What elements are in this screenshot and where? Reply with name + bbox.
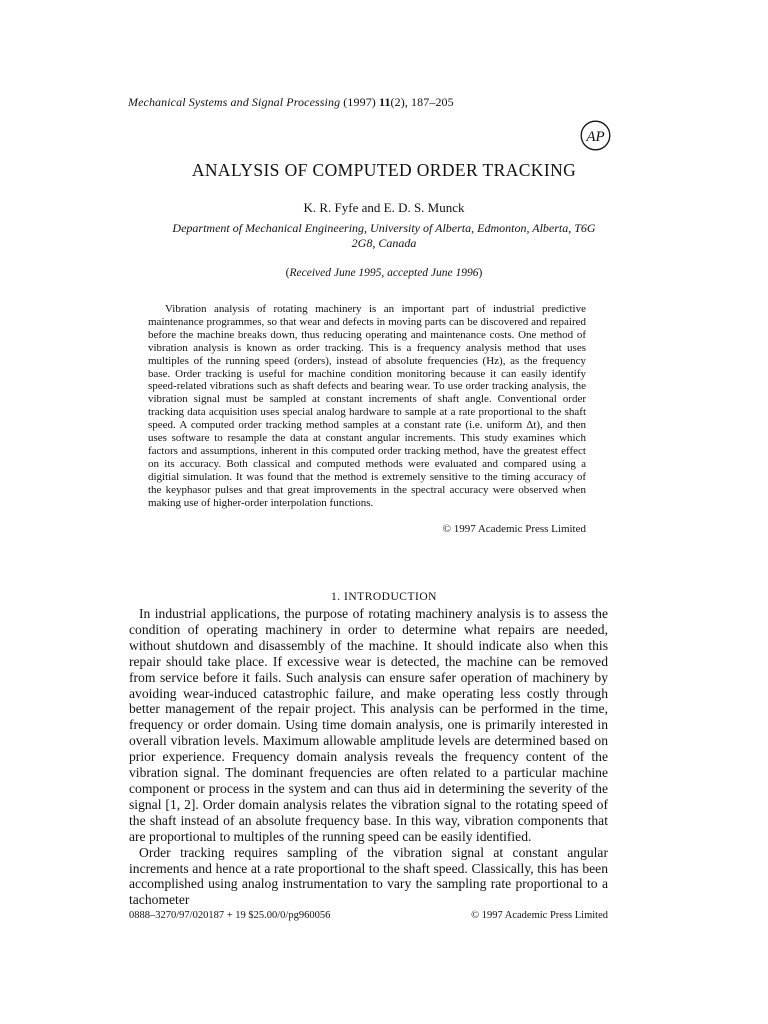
paper-title: ANALYSIS OF COMPUTED ORDER TRACKING <box>191 160 577 180</box>
journal-issue-pages: (2), 187–205 <box>390 95 454 109</box>
received-dates <box>0 267 768 279</box>
body-paragraph: Order tracking requires sampling of the vibration signal at constant angular increments and hence at a rate proportional to the shaft speed. Classically, this has been accomplished using analog instrumentation to vary the sampling rate proportional to a tachometer <box>129 844 608 908</box>
ap-logo-icon <box>580 120 611 151</box>
received-close-paren: ) <box>478 267 483 279</box>
footer-copyright: © 1997 Academic Press Limited <box>471 910 608 921</box>
paper-authors: K. R. Fyfe and E. D. S. Munck <box>303 200 465 215</box>
journal-volume: 11 <box>379 95 391 109</box>
section-body <box>129 606 608 908</box>
ap-logo-text: AP <box>586 129 605 145</box>
abstract-copyright: © 1997 Academic Press Limited <box>442 523 586 535</box>
body-paragraph: In industrial applications, the purpose of rotating machinery analysis is to assess the condition of operating machinery in order to determine what repairs are needed, without shutdown and disassembly of the machine. It should indicate also when this repair should take place. If excessive wear is detected, the machine can be removed from service before it fails. Such analysis can ensure safer operation of machinery by avoiding wear-induced catastrophic failure, and make operating less costly through better management of the repair project. This analysis can be performed in the time, frequency or order domain. Using time domain analysis, one is primarily interested in overall vibration levels. Maximum allowable amplitude levels are determined based on prior experience. Frequency domain analysis reveals the frequency content of the vibration signal. The dominant frequencies are often related to a particular machine component or process in the system and can thus aid in determining the severity of the signal [1, 2]. Order domain analysis relates the vibration signal to the rotating speed of the shaft instead of an absolute frequency base. In this way, vibration components that are proportional to multiples of the running speed can be easily identified. <box>129 606 608 844</box>
received-open-paren: ( <box>285 267 290 279</box>
journal-header <box>128 95 454 110</box>
abstract-text: Vibration analysis of rotating machinery is an important part of industrial predictive maintenance programmes, so that wear and defects in moving parts can be discovered and repaired before the machine breaks down, thus reducing operating and maintenance costs. One method of vibration analysis is known as order tracking. This is a frequency analysis method that uses multiples of the running speed (orders), instead of absolute frequencies (Hz), as the frequency base. Order tracking is useful for machine condition monitoring because it can easily identify speed-related vibrations such as shaft defects and bearing wear. To use order tracking analysis, the vibration signal must be sampled at constant increments of shaft angle. Conventional order tracking data acquisition uses special analog hardware to sample at a rate proportional to the shaft speed. A computed order tracking method samples at a constant rate (i.e. uniform Δt), and then uses software to resample the data at constant angular increments. This study examines which factors and assumptions, inherent in this computed order tracking method, have the greatest effect on its accuracy. Both classical and computed methods were evaluated and compared using a digitial simulation. It was found that the method is extremely sensitive to the timing accuracy of the keyphasor pulses and that great improvements in the spectral accuracy were observed when making use of higher-order interpolation functions. <box>148 303 586 509</box>
journal-name: Mechanical Systems and Signal Processing <box>128 95 341 109</box>
footer-identifier: 0888–3270/97/020187 + 19 $25.00/0/pg960056 <box>129 910 331 921</box>
journal-year: (1997) <box>343 95 376 109</box>
received-text: Received June 1995, accepted June 1996 <box>289 267 479 279</box>
paper-affiliation: Department of Mechanical Engineering, University of Alberta, Edmonton, Alberta, T6G 2G8, Canada <box>172 221 596 250</box>
section-heading: 1. INTRODUCTION <box>331 591 437 603</box>
